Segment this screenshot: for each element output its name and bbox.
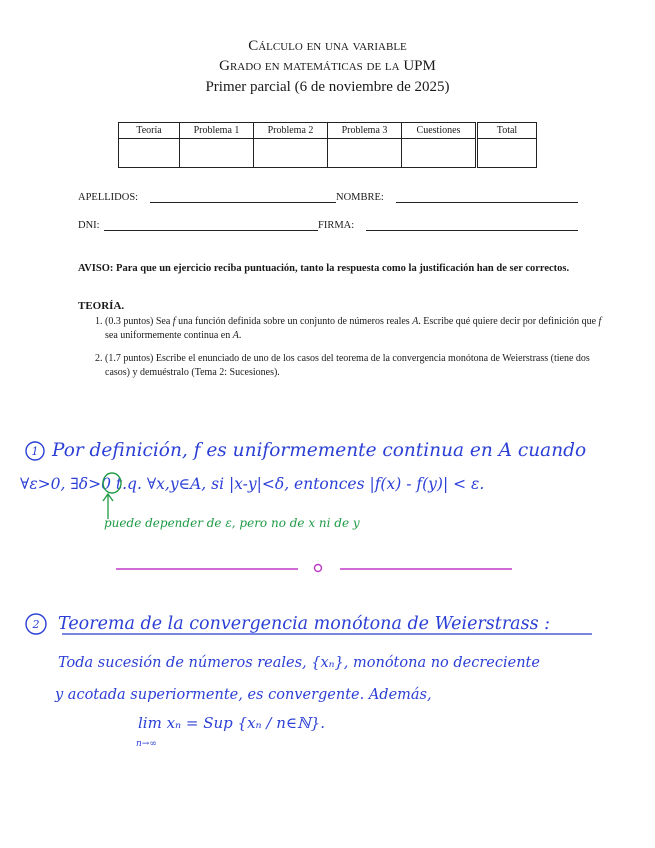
grade-col-cuestiones: Cuestiones xyxy=(402,123,477,139)
answer-1-note: puede depender de ε, pero no de x ni de y xyxy=(104,516,360,530)
answer-2-title: Teorema de la convergencia monótona de Weierstrass : xyxy=(58,614,551,634)
grade-col-problema-2: Problema 2 xyxy=(254,123,328,139)
answer-2-formula: lim xₙ = Sup {xₙ / n∈ℕ}. xyxy=(138,714,325,732)
divider-ring xyxy=(315,565,322,572)
grade-col-teoria: Teoría xyxy=(119,123,180,139)
apellidos-label: APELLIDOS: xyxy=(78,192,139,203)
answer-1-line-2: ∀ε>0, ∃δ>0 t.q. ∀x,y∈A, si |x-y|<δ, entonces |f(x) - f(y)| < ε. xyxy=(20,475,485,493)
answer-2-limit-subscript: n→∞ xyxy=(136,739,157,749)
section-title: TEORÍA. xyxy=(78,300,125,312)
question-2-points: (1.7 puntos) xyxy=(105,353,154,364)
degree-title: Grado en matemáticas de la UPM xyxy=(219,58,436,74)
answer-1-line-1: Por definición, f es uniformemente continua en A cuando xyxy=(52,440,587,461)
notice: AVISO: Para que un ejercicio reciba puntuación, tanto la respuesta como la justificación han de ser correctos. xyxy=(78,263,570,274)
nombre-label: NOMBRE: xyxy=(336,192,384,203)
grade-col-problema-3: Problema 3 xyxy=(328,123,402,139)
grade-col-problema-1: Problema 1 xyxy=(180,123,254,139)
grade-col-total: Total xyxy=(477,123,537,139)
course-title: Cálculo en una variable xyxy=(248,38,407,54)
firma-label: FIRMA: xyxy=(318,220,355,231)
answer-1-number: 1 xyxy=(31,445,39,458)
answer-2-line-2: y acotada superiormente, es convergente. Además, xyxy=(55,687,432,703)
answer-2-line-1: Toda sucesión de números reales, {xₙ}, monótona no decreciente xyxy=(58,655,540,671)
answer-2-number: 2 xyxy=(32,618,40,631)
dni-label: DNI: xyxy=(78,220,100,231)
question-1-points: (0.3 puntos) xyxy=(105,316,154,327)
question-2-text: Escribe el enunciado de uno de los casos del teorema de la convergencia monótona de Weierstrass (tiene dos casos) y demuéstralo (Tema 2: Sucesiones). xyxy=(105,353,590,378)
question-1: 1. (0.3 puntos) Sea f una función definida sobre un conjunto de números reales A. Escribe qué quiere decir por definición que f sea uniformemente continua en A. xyxy=(105,315,607,342)
exam-title: Primer parcial (6 de noviembre de 2025) xyxy=(205,79,450,95)
